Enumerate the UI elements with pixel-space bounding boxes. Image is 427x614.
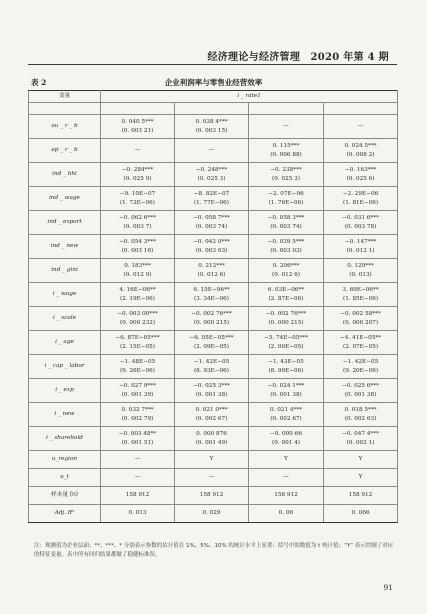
- std-error: (0. 012 6): [272, 271, 300, 278]
- table-cell: [324, 187, 398, 211]
- table-cell: [101, 115, 175, 139]
- row-label: i _ wage: [29, 283, 101, 307]
- std-error: (0. 001 38): [344, 391, 377, 398]
- page-number: 91: [383, 583, 393, 592]
- table-row: [29, 469, 398, 487]
- std-error: (0. 002 63): [344, 415, 377, 422]
- coefficient: Y: [209, 456, 214, 463]
- std-error: (0. 003 15): [195, 127, 228, 134]
- std-error: (0. 025 3): [197, 175, 226, 182]
- coefficient: −0. 002 76***: [265, 311, 307, 318]
- std-error: (2. 87E−06): [268, 295, 304, 302]
- coefficient: −0. 025 6***: [342, 383, 379, 390]
- coefficient: 0. 129***: [347, 263, 374, 270]
- row-label: i _ sharehold: [29, 427, 101, 451]
- std-error: (1. 76E−06): [268, 199, 304, 206]
- table-row: [29, 331, 398, 355]
- model-number-row: [29, 103, 398, 115]
- coefficient: —: [208, 474, 215, 481]
- table-cell: [324, 331, 398, 355]
- std-error: (0. 002 67): [195, 415, 228, 422]
- row-label: Adj. R²: [29, 505, 101, 523]
- table-row: [29, 451, 398, 469]
- coefficient: 158 912: [199, 492, 224, 499]
- coefficient: −1. 42E−05: [342, 359, 379, 366]
- table-cell: [101, 505, 175, 523]
- row-label: ap _ r _ b: [29, 139, 101, 163]
- table-cell: [324, 307, 398, 331]
- std-error: (3. 34E−06): [193, 295, 230, 302]
- coefficient: 0. 024 5***: [344, 143, 377, 150]
- std-error: (0. 002 79): [121, 415, 154, 422]
- table-cell: [324, 505, 398, 523]
- table-cell: [249, 355, 324, 379]
- coefficient: −1. 48E−05: [119, 359, 156, 366]
- coefficient: —: [283, 474, 289, 481]
- coefficient: −0. 062 6***: [119, 215, 156, 222]
- std-error: (2. 19E−06): [119, 295, 156, 302]
- table-cell: [324, 283, 398, 307]
- std-error: (0. 003 74): [270, 223, 302, 230]
- table-caption: 企业利润率与零售业经营效率: [164, 78, 263, 87]
- table-cell: [324, 487, 398, 505]
- table-cell: [324, 403, 398, 427]
- coefficient: −1. 43E−05: [268, 359, 304, 366]
- table-cell: [324, 115, 398, 139]
- coefficient: −0. 147***: [344, 239, 377, 246]
- coefficient: −8. 82E−07: [193, 191, 230, 198]
- table-cell: [101, 235, 175, 259]
- table-cell: [324, 379, 398, 403]
- std-error: (0. 008 2): [346, 151, 375, 158]
- coefficient: 0. 206***: [272, 263, 300, 270]
- row-label: ind _ hhi: [29, 163, 101, 187]
- coefficient: 0. 021 4***: [269, 407, 303, 414]
- table-row: [29, 379, 398, 403]
- journal-header: 经济理论与经济管理 2020 年第 4 期: [207, 52, 389, 63]
- coefficient: 0. 032 7***: [121, 407, 154, 414]
- dependent-variable-header: i _ rate1: [101, 91, 398, 103]
- table-cell: [175, 427, 249, 451]
- std-error: (2. 15E−05): [119, 343, 156, 350]
- coefficient: 158 912: [125, 492, 150, 499]
- table-cell: [101, 469, 175, 487]
- std-error: (2. 07E−05): [342, 343, 379, 350]
- std-error: (9. 26E−06): [119, 367, 156, 374]
- table-cell: [175, 283, 249, 307]
- coefficient: −1. 42E−05: [193, 359, 230, 366]
- std-error: (0. 001 49): [195, 439, 228, 446]
- coefficient: −0. 031 6***: [342, 215, 379, 222]
- table-row: [29, 487, 398, 505]
- std-error: (0. 025 3): [272, 175, 300, 182]
- row-label: 样本量 (n): [29, 487, 101, 505]
- coefficient: 0. 115***: [272, 143, 300, 150]
- table-row: [29, 187, 398, 211]
- coefficient: 158 912: [348, 492, 373, 499]
- row-label: ind _ wage: [29, 187, 101, 211]
- table-cell: [324, 259, 398, 283]
- std-error: (0. 003 21): [121, 127, 154, 134]
- row-label: i _ cap _ labor: [29, 355, 101, 379]
- coefficient: 0. 018 5***: [344, 407, 377, 414]
- row-label: i _ scale: [29, 307, 101, 331]
- coefficient: −0. 284***: [121, 167, 154, 174]
- table-cell: [324, 451, 398, 469]
- table-cell: [249, 283, 324, 307]
- row-label: i _ exp: [29, 379, 101, 403]
- coefficient: 158 912: [274, 492, 298, 499]
- coefficient: 0. 066: [351, 510, 370, 517]
- table-cell: [101, 403, 175, 427]
- coefficient: −0. 000 66: [270, 431, 302, 438]
- table-row: [29, 139, 398, 163]
- table-cell: [101, 379, 175, 403]
- coefficient: −2. 29E−06: [342, 191, 379, 198]
- row-label: ind _ gini: [29, 259, 101, 283]
- table-cell: [175, 451, 249, 469]
- table-cell: [249, 115, 324, 139]
- std-error: (8. 93E−06): [193, 367, 230, 374]
- table-row: [29, 115, 398, 139]
- coefficient: −0. 003 48**: [118, 431, 157, 438]
- table-cell: [175, 187, 249, 211]
- std-error: (1. 81E−06): [342, 199, 379, 206]
- results-table: [28, 90, 398, 523]
- table-cell: [101, 355, 175, 379]
- row-label: ind _ new: [29, 235, 101, 259]
- table-cell: [101, 307, 175, 331]
- coefficient: −0. 054 3***: [119, 239, 156, 246]
- std-error: (0. 000 232): [119, 319, 156, 326]
- coefficient: 6. 15E−06**: [193, 287, 230, 294]
- table-cell: [324, 235, 398, 259]
- table-cell: [101, 259, 175, 283]
- table-cell: [324, 139, 398, 163]
- coefficient: −0. 024 1***: [267, 383, 305, 390]
- coefficient: −0. 163***: [344, 167, 377, 174]
- coefficient: 3. 69E−06**: [342, 287, 379, 294]
- table-row: [29, 283, 398, 307]
- table-cell: [101, 283, 175, 307]
- coefficient: —: [283, 123, 289, 130]
- std-error: (0. 006 88): [270, 151, 302, 158]
- coefficient: −6. 05E−05***: [189, 335, 234, 342]
- std-error: (0. 003 16): [121, 247, 154, 254]
- std-error: (0. 003 03): [270, 247, 302, 254]
- coefficient: −0. 058 3***: [267, 215, 305, 222]
- std-error: (0. 025 9): [123, 175, 152, 182]
- coefficient: —: [357, 123, 364, 130]
- std-error: (0. 000 207): [342, 319, 379, 326]
- std-error: (1. 77E−06): [193, 199, 230, 206]
- std-error: (1. 73E−06): [119, 199, 156, 206]
- coefficient: —: [134, 456, 141, 463]
- table-cell: [249, 307, 324, 331]
- table-cell: [249, 139, 324, 163]
- table-number: 表 2: [31, 78, 47, 87]
- table-cell: [101, 427, 175, 451]
- coefficient: 0. 038 4***: [195, 119, 228, 126]
- coefficient: 4. 16E−06**: [119, 287, 156, 294]
- table-cell: [175, 403, 249, 427]
- std-error: (1. 85E−06): [342, 295, 379, 302]
- coefficient: —: [134, 474, 141, 481]
- table-row: [29, 211, 398, 235]
- coefficient: 0. 021 0***: [195, 407, 228, 414]
- coefficient: Y: [284, 456, 288, 463]
- row-label: i _ age: [29, 331, 101, 355]
- coefficient: 0. 029: [202, 510, 221, 517]
- row-label: u_region: [29, 451, 101, 469]
- coefficient: −0. 047 4***: [342, 431, 379, 438]
- coefficient: −0. 002 76***: [191, 311, 232, 318]
- coefficient: −2. 07E−06: [268, 191, 304, 198]
- table-cell: [249, 505, 324, 523]
- table-cell: [249, 469, 324, 487]
- table-cell: [175, 211, 249, 235]
- table-cell: [175, 487, 249, 505]
- std-error: (8. 99E−06): [268, 367, 304, 374]
- coefficient: −5. 74E−05***: [264, 335, 308, 342]
- table-row: [29, 403, 398, 427]
- std-error: (0. 003 03): [195, 247, 228, 254]
- coefficient: 0. 183***: [124, 263, 151, 270]
- std-error: (0. 001 51): [121, 439, 154, 446]
- std-error: (2. 09E−05): [268, 343, 304, 350]
- coefficient: −6. 87E−05***: [115, 335, 160, 342]
- table-cell: [249, 259, 324, 283]
- table-cell: [249, 187, 324, 211]
- table-cell: [249, 211, 324, 235]
- table-cell: [175, 139, 249, 163]
- coefficient: −0. 003 00***: [117, 311, 158, 318]
- table-cell: [175, 379, 249, 403]
- table-row: [29, 355, 398, 379]
- coefficient: 0. 06: [278, 510, 294, 517]
- table-cell: [249, 487, 324, 505]
- table-header-row: [29, 91, 398, 103]
- std-error: (2. 09E−05): [193, 343, 230, 350]
- coefficient: −9. 10E−07: [119, 191, 156, 198]
- std-error: (0. 001 39): [121, 391, 154, 398]
- coefficient: 0. 212***: [198, 263, 225, 270]
- coefficient: −0. 039 5***: [267, 239, 305, 246]
- table-row: [29, 427, 398, 451]
- table-row: [29, 163, 398, 187]
- table-cell: [249, 235, 324, 259]
- std-error: (0. 000 215): [268, 319, 304, 326]
- table-cell: [249, 403, 324, 427]
- std-error: (9. 20E−06): [342, 367, 379, 374]
- std-error: (0. 001 4): [272, 439, 300, 446]
- table-cell: [175, 469, 249, 487]
- table-cell: [324, 163, 398, 187]
- table-cell: [101, 451, 175, 469]
- table-notes: 注：观测值为企业层面；**、***、* 分别表示参数的估计值在 1%、5%、10% 的统计水平上显著；括号中的数值为 t 统计值；“Y” 表示控制了对应的特征变量。表中所有回归结果都做了稳健标准误。: [34, 543, 394, 558]
- coefficient: Y: [358, 456, 363, 463]
- std-error: (0. 000 215): [193, 319, 230, 326]
- coefficient: −4. 41E−05**: [339, 335, 382, 342]
- table-cell: [101, 187, 175, 211]
- table-cell: [249, 163, 324, 187]
- table-cell: [175, 331, 249, 355]
- std-error: (0. 001 38): [270, 391, 302, 398]
- std-error: (0. 001 38): [195, 391, 228, 398]
- row-label: au _ r _ b: [29, 115, 101, 139]
- table-cell: [175, 235, 249, 259]
- table-cell: [175, 259, 249, 283]
- table-cell: [324, 211, 398, 235]
- table-cell: [175, 355, 249, 379]
- table-cell: [101, 163, 175, 187]
- table-cell: [101, 487, 175, 505]
- coefficient: −0. 248***: [195, 167, 228, 174]
- table-cell: [175, 307, 249, 331]
- table-row: [29, 235, 398, 259]
- table-cell: [324, 427, 398, 451]
- table-cell: [101, 331, 175, 355]
- std-error: (0. 002 1): [346, 439, 375, 446]
- row-label: ind _ export: [29, 211, 101, 235]
- table-cell: [175, 115, 249, 139]
- coefficient: −0. 238***: [270, 167, 302, 174]
- row-label: i _ new: [29, 403, 101, 427]
- table-row: [29, 307, 398, 331]
- table-cell: [249, 451, 324, 469]
- variable-header: 变量: [29, 91, 101, 103]
- coefficient: —: [134, 147, 141, 154]
- table-cell: [175, 163, 249, 187]
- table-cell: [324, 469, 398, 487]
- coefficient: −0. 042 0***: [193, 239, 230, 246]
- table-cell: [175, 505, 249, 523]
- coefficient: —: [208, 147, 215, 154]
- std-error: (0. 025 6): [346, 175, 375, 182]
- table-cell: [101, 211, 175, 235]
- header-rule: [28, 64, 397, 65]
- table-cell: [249, 427, 324, 451]
- std-error: (0. 012 6): [197, 271, 226, 278]
- coefficient: −0. 027 9***: [119, 383, 156, 390]
- std-error: (0. 002 67): [270, 415, 302, 422]
- std-error: (0. 012 9): [123, 271, 152, 278]
- coefficient: Y: [358, 474, 363, 481]
- coefficient: 0. 000 876: [196, 431, 227, 438]
- table-cell: [101, 139, 175, 163]
- table-cell: [324, 355, 398, 379]
- std-error: (0. 012 1): [346, 247, 375, 254]
- coefficient: −0. 002 58***: [340, 311, 381, 318]
- std-error: (0. 003 74): [195, 223, 228, 230]
- coefficient: −0. 025 3***: [193, 383, 230, 390]
- coefficient: −0. 058 7***: [193, 215, 230, 222]
- table-cell: [249, 331, 324, 355]
- std-error: (0. 003 78): [344, 223, 377, 230]
- coefficient: 0. 040 5***: [121, 119, 154, 126]
- row-label: u_t: [29, 469, 101, 487]
- table-cell: [249, 379, 324, 403]
- table-row: [29, 505, 398, 523]
- coefficient: 6. 03E−06**: [267, 287, 305, 294]
- coefficient: 0. 013: [128, 510, 147, 517]
- std-error: (0. 013): [349, 271, 372, 278]
- table-row: [29, 259, 398, 283]
- std-error: (0. 003 7): [123, 223, 152, 230]
